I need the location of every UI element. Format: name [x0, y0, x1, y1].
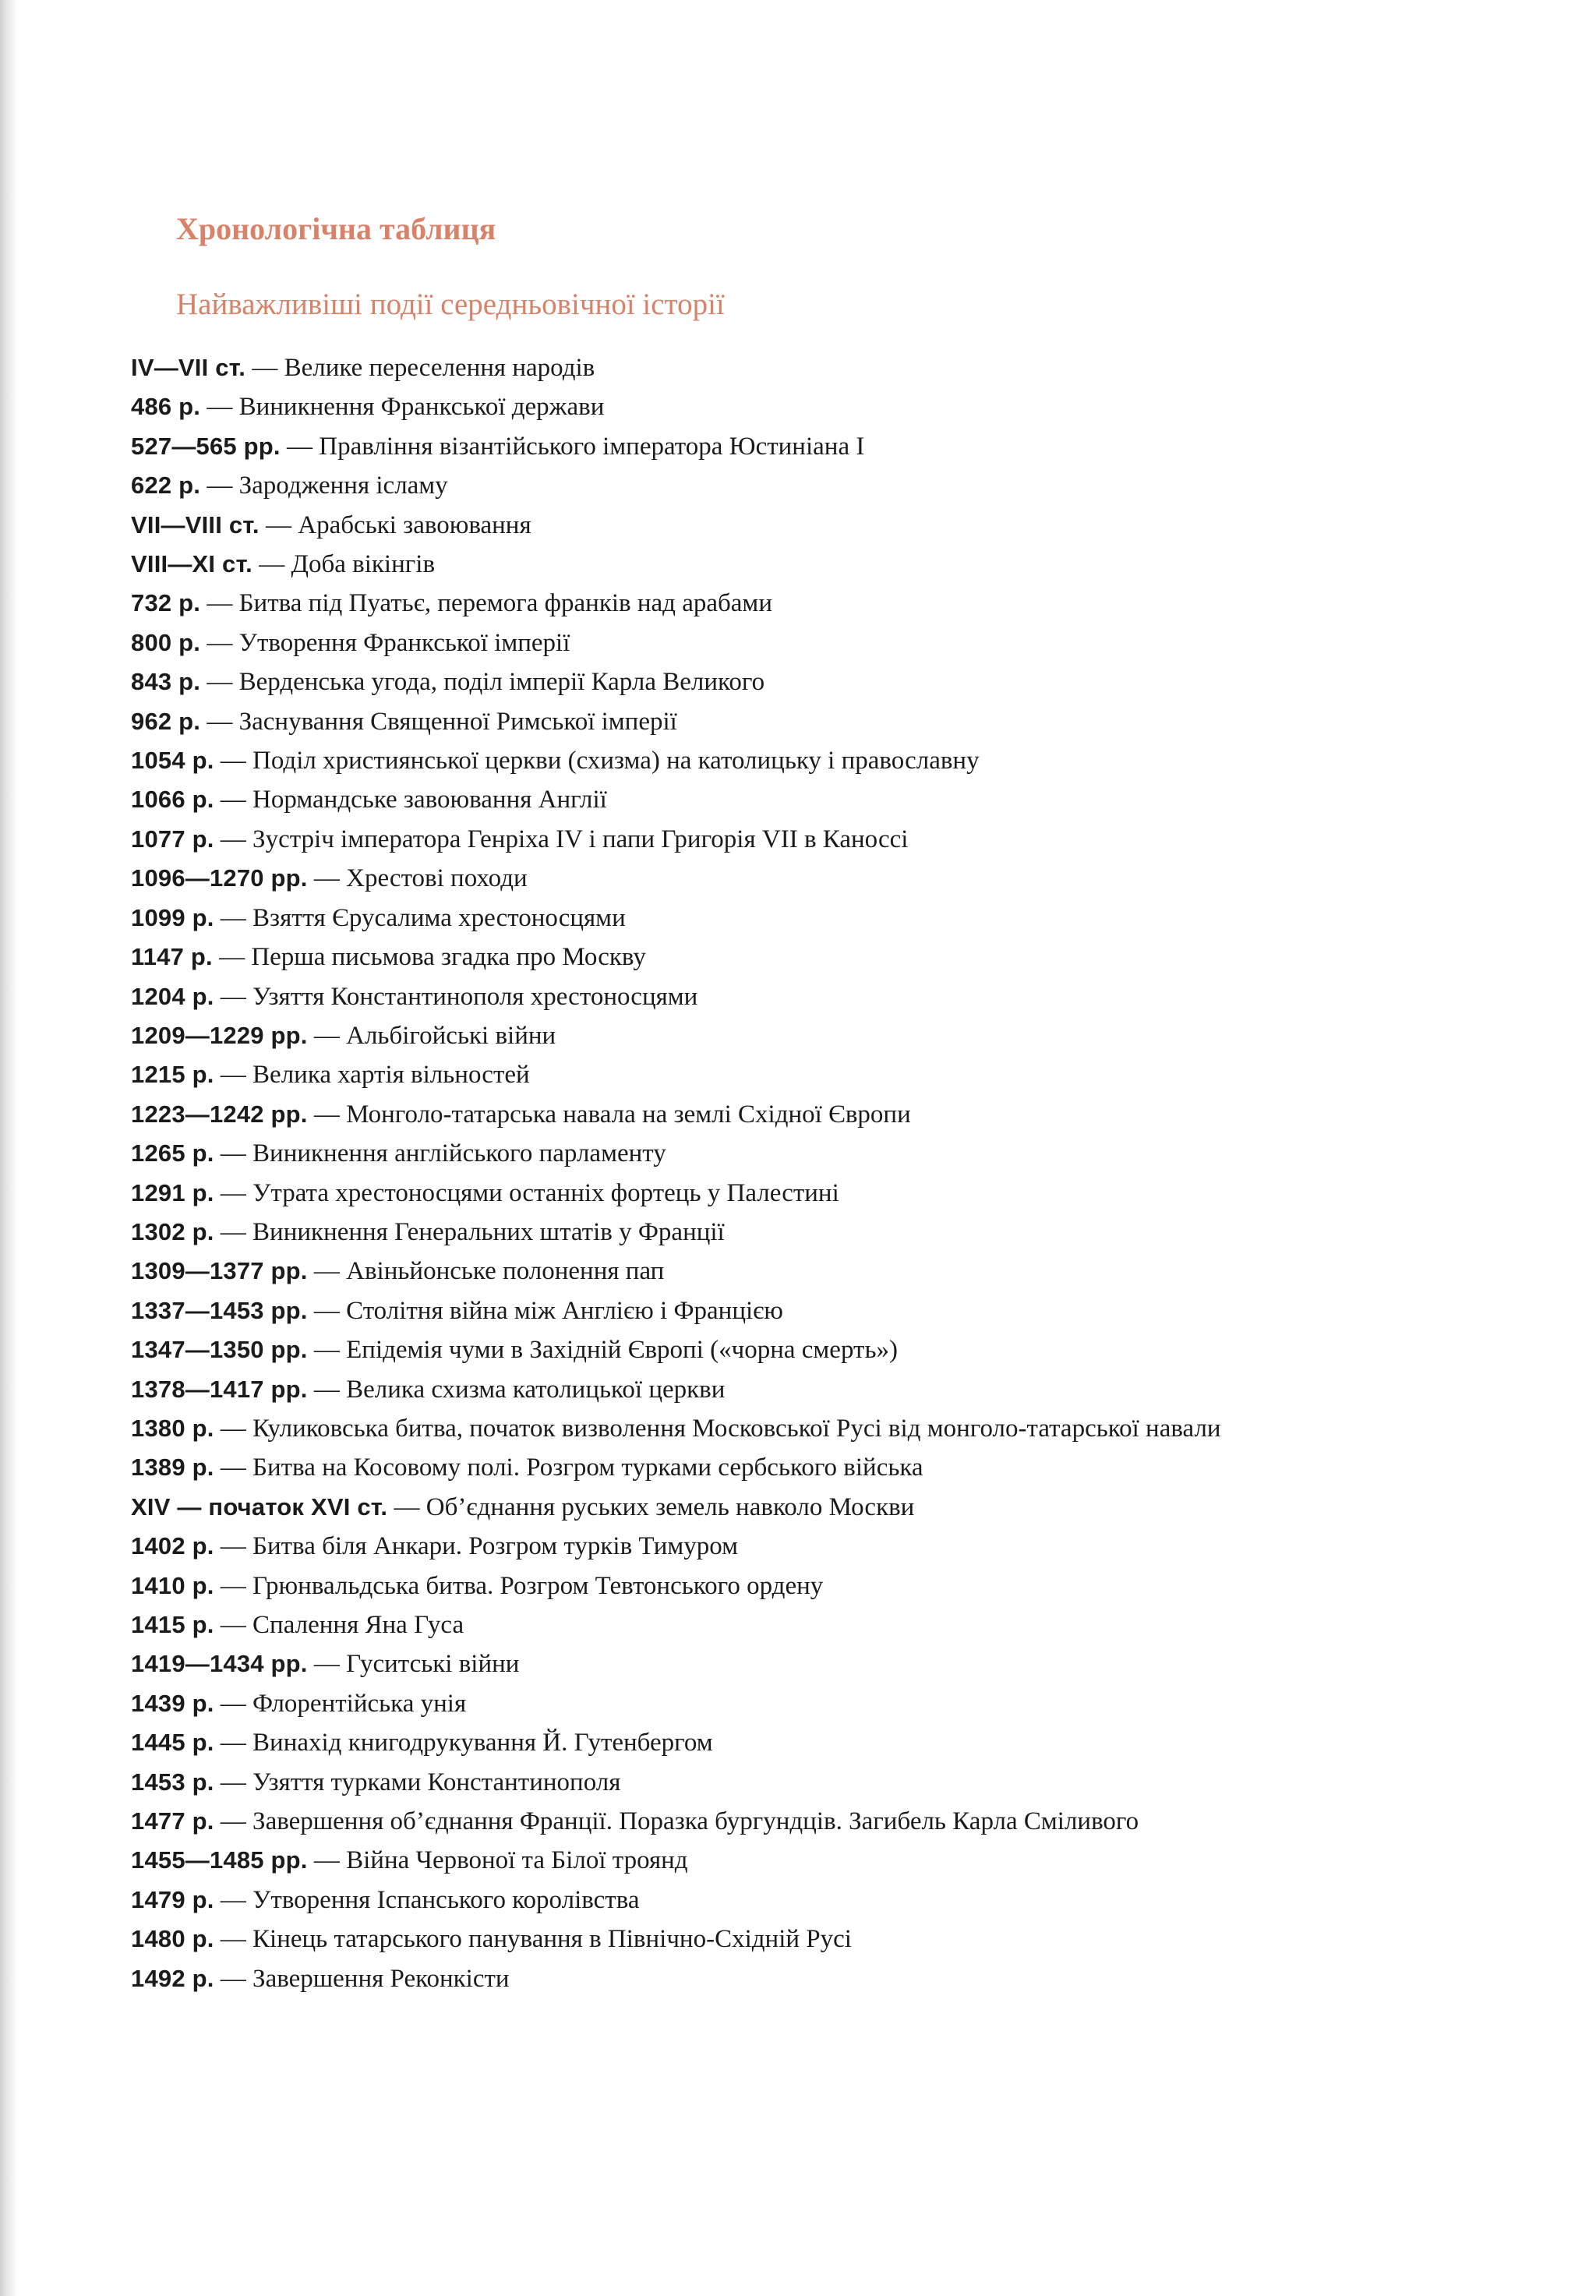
chronology-entry	[131, 1448, 1456, 1487]
entry-separator: —	[214, 1139, 253, 1168]
chronology-entry	[131, 623, 1456, 662]
chronology-entry	[131, 1527, 1456, 1566]
entry-separator: —	[212, 943, 252, 972]
entry-date: 732 р.	[131, 589, 201, 617]
entry-event: Арабські завоювання	[298, 510, 531, 539]
entry-separator: —	[252, 550, 291, 579]
entry-date: VIII—XI ст.	[131, 550, 252, 578]
entry-event: Утрата хрестоносцями останніх фортець у Палестині	[252, 1178, 839, 1207]
entry-event: Авіньйонське полонення пап	[346, 1257, 665, 1286]
chronology-entry	[131, 348, 1456, 387]
entry-date: 1439 р.	[131, 1689, 214, 1717]
entry-date: 1066 р.	[131, 786, 214, 814]
chronology-entry	[131, 859, 1456, 898]
entry-event: Перша письмова згадка про Москву	[251, 943, 646, 972]
chronology-entry	[131, 1684, 1456, 1723]
entry-event: Утворення Іспанського королівства	[252, 1885, 640, 1914]
entry-date: 1445 р.	[131, 1729, 214, 1757]
entry-event: Правління візантійського імператора Юстиніана І	[319, 432, 865, 461]
entry-date: 843 р.	[131, 668, 201, 696]
chronology-entry	[131, 1959, 1456, 1998]
entry-separator: —	[214, 1807, 253, 1836]
chronology-entry	[131, 584, 1456, 623]
chronology-entry	[131, 1881, 1456, 1920]
entry-separator: —	[214, 825, 253, 853]
entry-separator: —	[307, 1336, 347, 1365]
entry-event: Узяття Константинополя хрестоносцями	[252, 982, 698, 1011]
entry-event: Виникнення Генеральних штатів у Франції	[252, 1217, 725, 1246]
entry-event: Доба вікінгів	[291, 550, 436, 579]
entry-event: Винахід книгодрукування Й. Гутенбергом	[252, 1729, 713, 1757]
chronology-entry	[131, 938, 1456, 977]
chronology-entry	[131, 1841, 1456, 1880]
entry-separator: —	[214, 1571, 253, 1600]
entry-separator: —	[214, 903, 253, 932]
entry-separator: —	[387, 1492, 426, 1521]
entry-date: 1402 р.	[131, 1532, 214, 1560]
chronology-entry	[131, 1016, 1456, 1055]
chronology-entry	[131, 1291, 1456, 1330]
entry-event: Зародження ісламу	[238, 472, 448, 500]
entry-date: 527—565 рр.	[131, 432, 281, 460]
entry-separator: —	[214, 786, 253, 814]
entry-date: 1455—1485 рр.	[131, 1846, 308, 1874]
entry-event: Виникнення Франкської держави	[238, 393, 605, 422]
entry-separator: —	[307, 1375, 347, 1404]
chronology-entry	[131, 545, 1456, 584]
entry-separator: —	[214, 1454, 253, 1482]
entry-date: 1453 р.	[131, 1768, 214, 1796]
entry-event: Гуситські війни	[346, 1650, 520, 1679]
entry-date: VII—VIII ст.	[131, 510, 260, 539]
entry-separator: —	[214, 1925, 253, 1954]
chronology-entry	[131, 1763, 1456, 1802]
entry-event: Кінець татарського панування в Північно-Східній Русі	[252, 1925, 852, 1954]
entry-event: Поділ християнської церкви (схизма) на католицьку і православну	[252, 747, 980, 775]
entry-date: 1380 р.	[131, 1414, 214, 1442]
chronology-entry	[131, 1723, 1456, 1762]
entry-event: Верденська угода, поділ імперії Карла Великого	[238, 668, 765, 697]
chronology-entry	[131, 427, 1456, 466]
entry-separator: —	[214, 1885, 253, 1914]
entry-date: 1291 р.	[131, 1178, 214, 1206]
page-title: Хронологічна таблиця	[176, 211, 496, 246]
entry-separator: —	[200, 393, 239, 422]
entry-date: 486 р.	[131, 393, 201, 421]
entry-date: 1147 р.	[131, 943, 213, 971]
chronology-entry	[131, 899, 1456, 938]
chronology-entry	[131, 1605, 1456, 1644]
entry-separator: —	[214, 1217, 253, 1246]
entry-event: Епідемія чуми в Західній Європі («чорна смерть»)	[346, 1336, 898, 1365]
entry-separator: —	[214, 1768, 253, 1796]
entry-date: 1415 р.	[131, 1611, 214, 1638]
entry-event: Нормандське завоювання Англії	[252, 786, 607, 814]
chronology-entry	[131, 662, 1456, 701]
entry-separator: —	[307, 1846, 347, 1875]
entry-date: 800 р.	[131, 628, 201, 656]
entry-separator: —	[214, 1178, 253, 1207]
entry-separator: —	[214, 1611, 253, 1639]
entry-separator: —	[214, 1532, 253, 1561]
entry-separator: —	[200, 628, 239, 657]
chronology-entry	[131, 1802, 1456, 1841]
entry-event: Заснування Священної Римської імперії	[238, 707, 677, 736]
entry-separator: —	[214, 1964, 253, 1993]
chronology-entry	[131, 1330, 1456, 1369]
entry-event: Завершення об’єднання Франції. Поразка бургундців. Загибель Карла Сміливого	[252, 1807, 1139, 1836]
entry-date: 1347—1350 рр.	[131, 1336, 308, 1364]
entry-event: Війна Червоної та Білої троянд	[346, 1846, 688, 1875]
entry-separator: —	[280, 432, 320, 461]
chronology-entry	[131, 1644, 1456, 1683]
chronology-entry	[131, 977, 1456, 1016]
entry-date: 1209—1229 рр.	[131, 1021, 308, 1049]
chronology-entry	[131, 1252, 1456, 1291]
chronology-entry	[131, 1920, 1456, 1959]
entry-separator: —	[259, 510, 298, 539]
entry-date: 1419—1434 рр.	[131, 1650, 308, 1678]
entry-event: Виникнення англійського парламенту	[252, 1139, 666, 1168]
entry-date: 1378—1417 рр.	[131, 1375, 308, 1403]
entry-date: 622 р.	[131, 472, 201, 500]
entry-date: 1096—1270 рр.	[131, 864, 308, 892]
entry-separator: —	[307, 1296, 347, 1325]
entry-date: 1410 р.	[131, 1571, 214, 1599]
entry-event: Утворення Франкської імперії	[238, 628, 570, 657]
entry-event: Битва на Косовому полі. Розгром турками сербського війська	[252, 1454, 923, 1482]
chronology-entry	[131, 1370, 1456, 1409]
page-subtitle: Найважливіші події середньовічної історії	[176, 288, 725, 321]
entry-event: Спалення Яна Гуса	[252, 1611, 464, 1639]
chronology-entry	[131, 1567, 1456, 1605]
entry-separator: —	[200, 668, 239, 697]
entry-date: 1337—1453 рр.	[131, 1296, 308, 1324]
entry-separator: —	[307, 1021, 347, 1050]
entry-event: Флорентійська унія	[252, 1689, 467, 1718]
chronology-entry	[131, 820, 1456, 859]
chronology-entry	[131, 780, 1456, 819]
entry-date: 1479 р.	[131, 1885, 214, 1913]
entry-separator: —	[214, 982, 253, 1011]
entry-separator: —	[214, 1689, 253, 1718]
entry-separator: —	[307, 1650, 347, 1679]
entry-date: 1480 р.	[131, 1925, 214, 1953]
entry-event: Завершення Реконкісти	[252, 1964, 510, 1993]
entry-date: 1265 р.	[131, 1139, 214, 1167]
entry-event: Куликовська битва, початок визволення Московської Русі від монголо-татарської навали	[252, 1414, 1221, 1443]
entry-event: Взяття Єрусалима хрестоносцями	[252, 903, 626, 932]
entry-date: 1492 р.	[131, 1964, 214, 1992]
entry-event: Велика хартія вільностей	[252, 1061, 530, 1090]
entry-event: Битва біля Анкари. Розгром турків Тимуром	[252, 1532, 739, 1561]
entry-event: Узяття турками Константинополя	[252, 1768, 621, 1796]
entry-separator: —	[307, 864, 347, 893]
chronology-entry	[131, 387, 1456, 426]
entry-date: 962 р.	[131, 707, 201, 735]
chronology-entry	[131, 1488, 1456, 1527]
chronology-entry	[131, 1174, 1456, 1213]
chronology-entry	[131, 741, 1456, 780]
entry-date: 1077 р.	[131, 825, 214, 853]
entry-event: Велика схизма католицької церкви	[346, 1375, 726, 1404]
entry-separator: —	[200, 589, 239, 618]
entry-separator: —	[214, 747, 253, 775]
entry-separator: —	[200, 707, 239, 736]
entry-separator: —	[200, 472, 239, 500]
entry-date: 1309—1377 рр.	[131, 1257, 308, 1285]
entry-separator: —	[307, 1257, 347, 1286]
entry-date: 1477 р.	[131, 1807, 214, 1835]
entry-event: Грюнвальдська битва. Розгром Тевтонського ордену	[252, 1571, 824, 1600]
entry-date: 1302 р.	[131, 1217, 214, 1245]
entry-event: Хрестові походи	[346, 864, 528, 893]
entry-event: Об’єднання руських земель навколо Москви	[425, 1492, 915, 1521]
chronology-entry	[131, 466, 1456, 505]
entry-date: 1054 р.	[131, 747, 214, 775]
chronology-list	[131, 348, 1456, 1998]
chronology-entry	[131, 1095, 1456, 1134]
entry-date: 1223—1242 рр.	[131, 1100, 308, 1128]
entry-separator: —	[214, 1414, 253, 1443]
entry-event: Альбігойські війни	[346, 1021, 556, 1050]
entry-date: 1215 р.	[131, 1061, 214, 1089]
entry-date: 1389 р.	[131, 1454, 214, 1482]
entry-date: IV—VII ст.	[131, 354, 246, 381]
entry-event: Монголо-татарська навала на землі Східної Європи	[346, 1100, 911, 1129]
entry-event: Велике переселення народів	[284, 354, 595, 382]
chronology-entry	[131, 1055, 1456, 1094]
chronology-entry	[131, 1409, 1456, 1448]
entry-event: Битва під Пуатьє, перемога франків над арабами	[238, 589, 772, 618]
entry-date: 1099 р.	[131, 903, 214, 931]
entry-date: XIV — початок XVI ст.	[131, 1492, 388, 1521]
entry-separator: —	[214, 1061, 253, 1090]
chronology-entry	[131, 702, 1456, 741]
chronology-entry	[131, 506, 1456, 545]
chronology-entry	[131, 1213, 1456, 1252]
entry-date: 1204 р.	[131, 982, 214, 1010]
chronology-entry	[131, 1134, 1456, 1173]
entry-separator: —	[307, 1100, 347, 1129]
entry-separator: —	[245, 354, 284, 382]
entry-separator: —	[214, 1729, 253, 1757]
entry-event: Зустріч імператора Генріха IV і папи Григорія VII в Каноссі	[252, 825, 909, 853]
entry-event: Столітня війна між Англією і Францією	[346, 1296, 783, 1325]
